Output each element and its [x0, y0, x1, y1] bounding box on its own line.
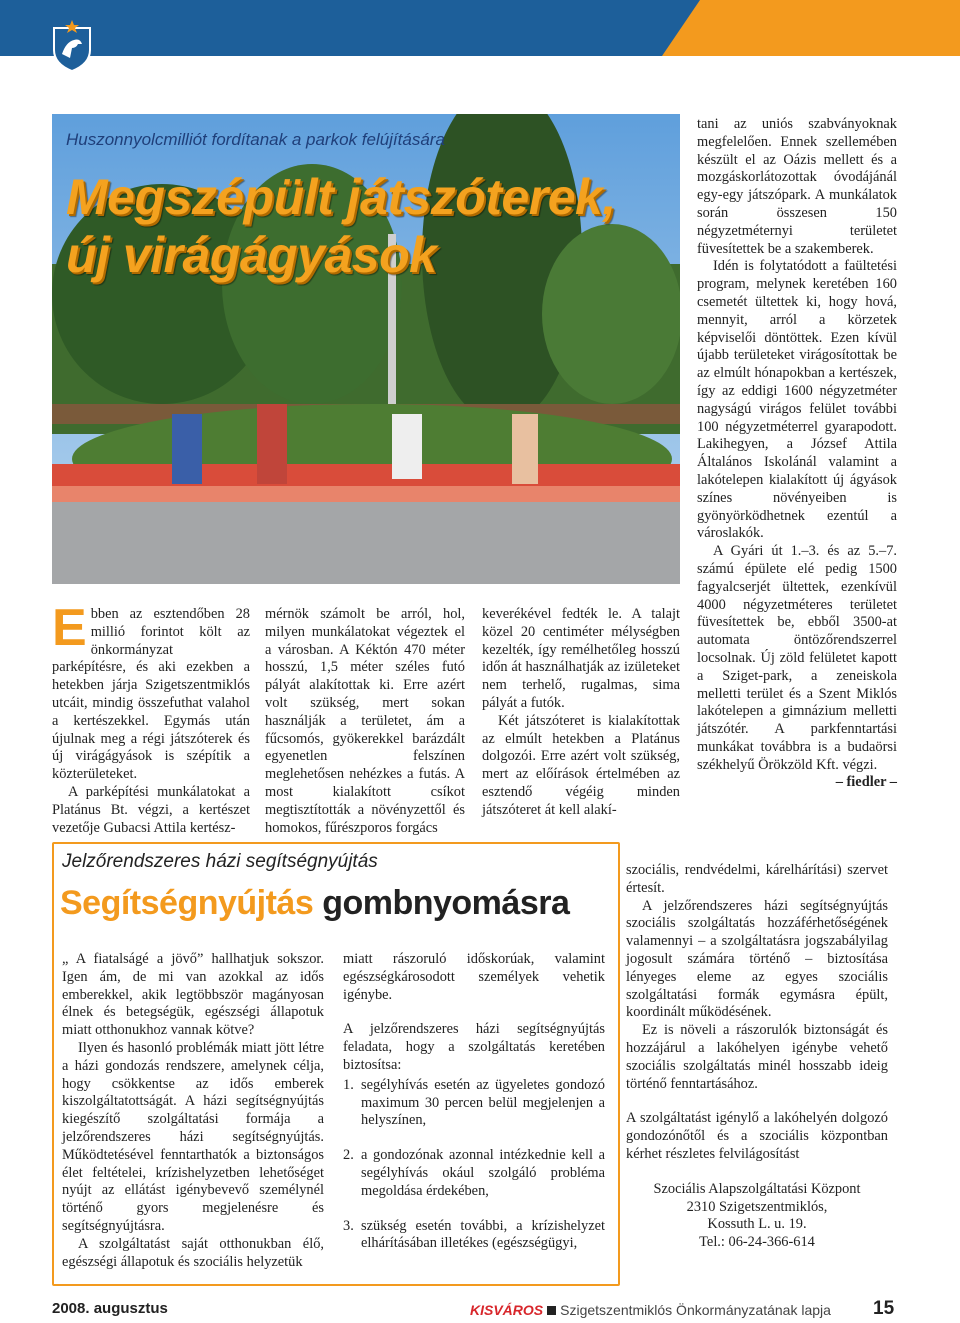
town-crest-icon: [50, 18, 94, 72]
list-text: segélyhívás esetén az ügyeletes gondozó maximum 30 percen belül megjelenjen a helyszínen,: [361, 1076, 605, 1129]
dropcap: E: [52, 599, 87, 657]
contact-line: Tel.: 06-24-366-614: [699, 1234, 815, 1251]
article2-column-3: [626, 862, 888, 1252]
paragraph: mérnök számolt be arról, hol, milyen munkálatokat végeztek el a városban. A Kéktón 470 méter hosszú, 1,5 méter széles futó pályát alakítottak ki. Erre azért volt szükség, mert sokan használják a területet, ám a fűcsomós, gyökerekkel barázdált egyenetlen felszínen meglehetősen nehézkes a futás. A most kialakított csíkot megtisztították a növényzettől és homokos, fűrészporos forgács: [265, 606, 465, 836]
article1-column-1: [52, 599, 250, 837]
page-number: 15: [873, 1298, 895, 1319]
paragraph: A parképítési munkálatokat a Platánus Bt. végzi, a kertészet vezetője Gubacsi Attila kertész-: [52, 783, 250, 836]
paragraph: A szolgáltatást saját otthonukban élő, egészségi állapotuk és szociális helyzetük: [62, 1235, 324, 1270]
article-kicker: Huszonnyolcmilliót fordítanak a parkok felújítására: [66, 130, 445, 149]
square-bullet-icon: [547, 1306, 556, 1315]
paragraph: Két játszóteret is kialakítottak az elmúlt hetekben a Platánus dolgozói. Erre azért volt szükség, mert az előírások értelmében az esztendő végéig minden játszóteret át kell alakí-: [482, 712, 680, 818]
article1-column-4: [697, 116, 897, 792]
headline-orange: Segítségnyújtás: [60, 884, 314, 922]
paragraph: A Gyári út 1.–3. és az 5.–7. számú épülete elé pedig 1500 fagyalcserjét ültettek, ezenkívül 4000 négyzetméteres területet füvesítettek be, ebből 3500-at automata öntözőrendszerrel locsolnak. Új zöld felületet kapott a Sziget-park, a zeneiskola melletti terület és a Szent Miklós lakótelepen a gimnázium melletti játszótér. A parkfenntartási munkákat továbbra is a budaörsi székhelyű Örökzöld Kft. végzi.: [697, 543, 897, 773]
list-number: 2.: [343, 1147, 354, 1164]
lead-text: bben az esztendőben 28 millió forintot költ az önkormányzat parképítésre, és aki ezekben a hetekben járja Szigetszentmiklós utcáit, mindig összefuthat valahol a kertészekkel. Egymás után újulnak meg a régi játszóterek és új virágágyások is szépítik a közterületeket.: [52, 606, 250, 783]
paragraph: „ A fiatalságé a jövő” hallhatjuk sokszor. Igen ám, de mi van azokkal az idős emberekkel, akik legtöbbször magányosan élnek és betegségük, egészségi állapotuk miatt otthonukhoz vannak kötve?: [62, 951, 324, 1039]
article2-headline: [60, 884, 569, 923]
contact-block: [626, 1181, 888, 1252]
duties-list: [343, 1077, 605, 1253]
headline-line-2: új virágágyások: [66, 227, 437, 283]
article-headline: [66, 168, 616, 284]
list-item: [343, 1147, 605, 1200]
paragraph: szociális, rendvédelmi, kárelhárítási) szervet értesít.: [626, 862, 888, 896]
publisher-name: Szigetszentmiklós Önkormányzatának lapja: [560, 1302, 831, 1318]
paragraph: Ez is növeli a rászorulók biztonságát és hozzájárul a lakóhelyen igénybe vehető szociális szolgáltatás minél hosszabb ideig történő fenntartásához.: [626, 1022, 888, 1092]
article1-column-3: [482, 606, 680, 820]
list-text: a gondozónak azonnal intézkednie kell a segélyhívás okául szolgáló probléma megoldása érdekében,: [361, 1147, 605, 1199]
contact-line: 2310 Szigetszentmiklós,: [686, 1198, 828, 1215]
contact-line: Kossuth L. u. 19.: [707, 1216, 807, 1233]
article2-kicker: Jelzőrendszeres házi segítségnyújtás: [62, 851, 378, 872]
paragraph: A jelzőrendszeres házi segítségnyújtás szociális szolgáltatás hozzáférhetőségének valamennyi – a szolgáltatásra jogszabályilag jogosult számára történő – biztosítása lényeges eleme az egyes szociális szolgáltatási formák egymásra épült, koordinált működésének.: [626, 897, 888, 1021]
list-text: szükség esetén további, a krízishelyzet elhárításában illetékes (egészségügyi,: [361, 1217, 605, 1252]
author-signature: – fiedler –: [835, 774, 897, 791]
article2-column-2: [343, 951, 605, 1270]
list-item: [343, 1218, 605, 1254]
paragraph: A jelzőrendszeres házi segítségnyújtás feladata, hogy a szolgáltatás keretében biztosítsa:: [343, 1021, 605, 1073]
paragraph: miatt rászoruló időskorúak, valamint egészségkárosodott személyek vehetik igénybe.: [343, 951, 605, 1003]
headline-dark: gombnyomásra: [322, 884, 570, 922]
paragraph: Ilyen és hasonló problémák miatt jött létre a házi gondozás rendszere, amelynek célja, hogy csökkentse az idős emberek kiszolgáltatottságát. A házi segítségnyújtás kiegészítő szolgáltatási formája a jelzőrendszeres házi segítségnyújtás. Működtetésével fenntarthatók a biztonságos élet feltételei, krízishelyzetben lehetőséget nyújt az ellátást igénybevevő személynél történő gyors megjelenésre és segítségnyújtásra.: [62, 1039, 324, 1234]
issue-date: 2008. augusztus: [52, 1300, 168, 1317]
paragraph: A szolgáltatást igénylő a lakóhelyén dolgozó gondozónőtől és a szociális központban kérhet részletes felvilágosítást: [626, 1110, 888, 1162]
article2-column-1: [62, 951, 324, 1271]
list-number: 3.: [343, 1217, 354, 1234]
article1-column-2: [265, 606, 465, 837]
publication-name: [470, 1302, 831, 1318]
paragraph: keverékével fedték le. A talajt közel 20 centiméter mélységben kezelték, így remélhetőleg hosszú időn át használhatják az izületeket nem terhelő, rugalmas, sima pályát a futók.: [482, 606, 680, 711]
list-number: 1.: [343, 1076, 354, 1093]
brand-name: KISVÁROS: [470, 1302, 544, 1318]
contact-line: Szociális Alapszolgáltatási Központ: [653, 1180, 861, 1197]
paragraph: Idén is folytatódott a faültetési program, melynek keretében 160 csemetét ültettek ki, hogy hová, mennyit, arról a körzetek képviselői döntöttek. Ezen kívül újabb területeket virágosítottak be az elmúlt hónapokban a kertészek, így az eddigi 1600 négyzetméter nagyságú virágos felület további 100 négyzetméterrel gyarapodott. Lakihegyen, a József Attila Általános Iskolánál valamint a lakótelepen kialakított új ágyások színes növényeiben is gyönyörködhetnek ezentúl a városlakók.: [697, 258, 897, 542]
list-item: [343, 1077, 605, 1130]
paragraph: tani az uniós szabványoknak megfelelően. Ennek szellemében készült el az Oázis mellett és a mozgáskorlátozottak óvodájánál egy-egy játszópark. A munkálatok során összesen 150 négyzetméternyi területet füvesítettek be a szakemberek.: [697, 116, 897, 257]
headline-line-1: Megszépült játszóterek,: [66, 169, 616, 225]
lead-paragraph: [52, 599, 250, 784]
